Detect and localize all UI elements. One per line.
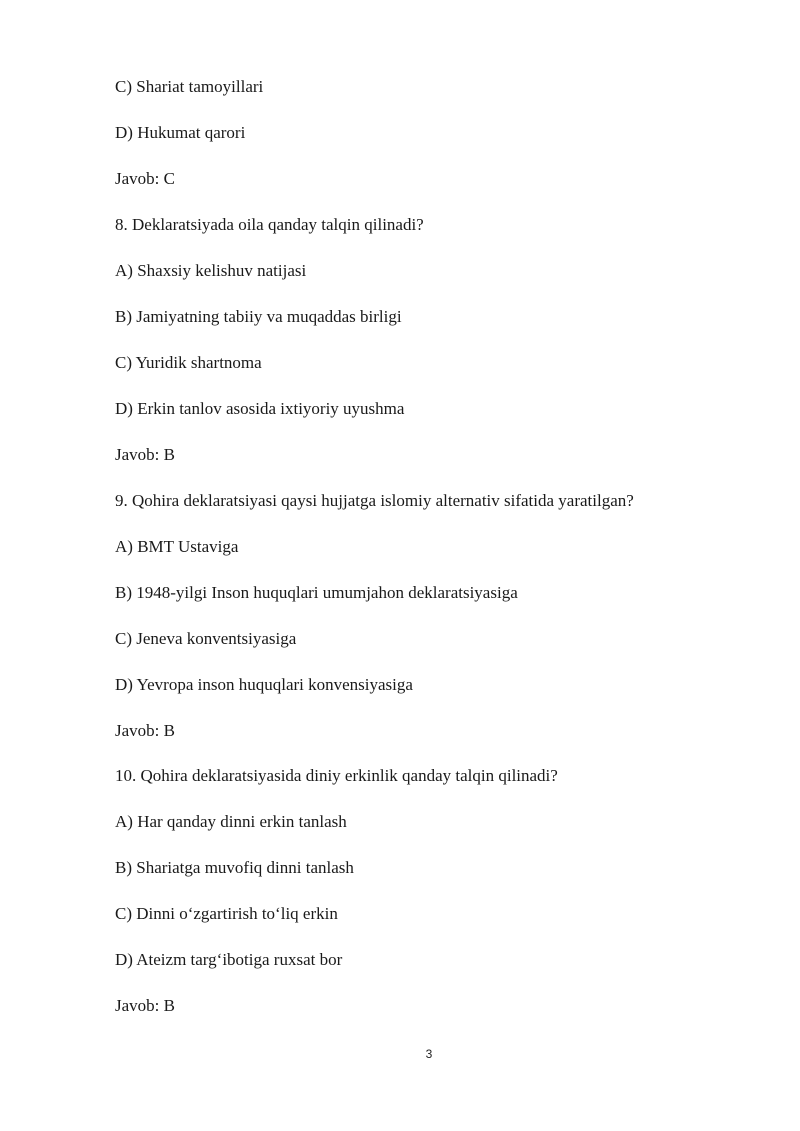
q8-question: 8. Deklaratsiyada oila qanday talqin qilinadi? — [115, 215, 424, 234]
q10-option-c: C) Dinni o‘zgartirish to‘liq erkin — [115, 904, 338, 923]
page-number: 3 — [425, 1047, 433, 1061]
q10-answer: Javob: B — [115, 996, 175, 1015]
q10-question: 10. Qohira deklaratsiyasida diniy erkinlik qanday talqin qilinadi? — [115, 766, 558, 785]
q8-answer: Javob: B — [115, 445, 175, 464]
q9-option-c: C) Jeneva konventsiyasiga — [115, 629, 297, 648]
q9-answer: Javob: B — [115, 721, 175, 740]
q9-option-a: A) BMT Ustaviga — [115, 537, 239, 556]
q10-option-b: B) Shariatga muvofiq dinni tanlash — [115, 858, 354, 877]
q8-option-c: C) Yuridik shartnoma — [115, 353, 262, 372]
q10-option-a: A) Har qanday dinni erkin tanlash — [115, 812, 347, 831]
q9-question: 9. Qohira deklaratsiyasi qaysi hujjatga islomiy alternativ sifatida yaratilgan? — [115, 491, 634, 510]
q8-option-d: D) Erkin tanlov asosida ixtiyoriy uyushma — [115, 399, 405, 418]
q9-option-b: B) 1948-yilgi Inson huquqlari umumjahon deklaratsiyasiga — [115, 583, 518, 602]
q10-option-d: D) Ateizm targ‘ibotiga ruxsat bor — [115, 950, 343, 969]
q8-option-b: B) Jamiyatning tabiiy va muqaddas birligi — [115, 307, 402, 326]
q7-answer: Javob: C — [115, 169, 175, 188]
q7-option-d: D) Hukumat qarori — [115, 123, 246, 142]
q9-option-d: D) Yevropa inson huquqlari konvensiyasiga — [115, 675, 413, 694]
q7-option-c: C) Shariat tamoyillari — [115, 77, 264, 96]
q8-option-a: A) Shaxsiy kelishuv natijasi — [115, 261, 307, 280]
